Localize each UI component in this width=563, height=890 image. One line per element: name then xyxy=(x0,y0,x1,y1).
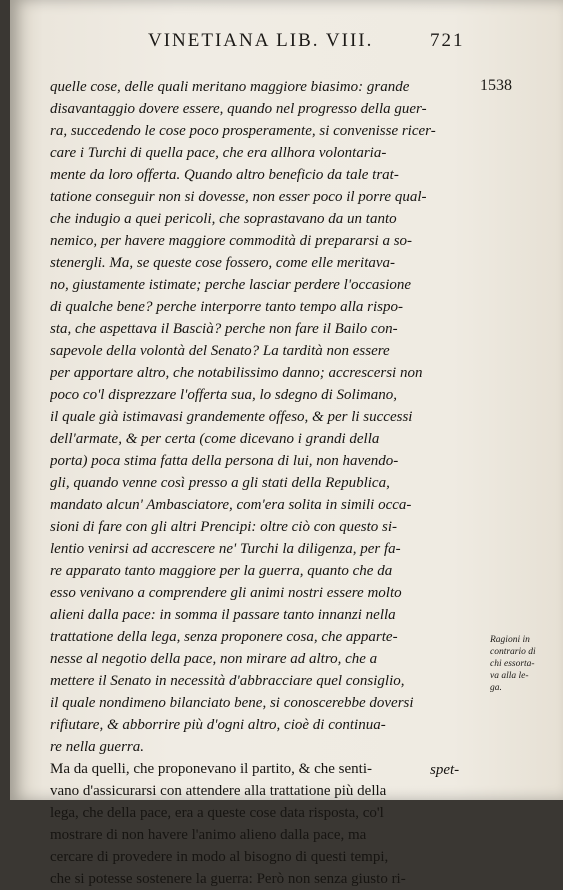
text-line: dell'armate, & per certa (come dicevano i grandi della xyxy=(50,431,380,447)
text-line: poco co'l disprezzare l'offerta sua, lo sdegno di Solimano, xyxy=(50,387,397,403)
marginal-note xyxy=(490,634,546,694)
text-line: stenergli. Ma, se queste cose fossero, come elle meritava- xyxy=(50,255,396,271)
text-line: trattatione della lega, senza proponere cosa, che apparte- xyxy=(50,629,398,645)
marginal-note-line: ga. xyxy=(490,683,502,693)
text-line: il quale nondimeno bilanciato bene, si conoscerebbe doversi xyxy=(50,695,414,711)
text-line: mandato alcun' Ambasciatore, com'era solita in simili occa- xyxy=(50,497,412,513)
text-line: disavantaggio dovere essere, quando nel progresso della guer- xyxy=(50,101,427,117)
catchword: spet- xyxy=(430,762,460,778)
italic-paragraph xyxy=(50,76,475,758)
text-line: lentio venirsi ad accrescere ne' Turchi la diligenza, per fa- xyxy=(50,541,401,557)
text-line: per apportare altro, che notabilissimo danno; accrescersi non xyxy=(50,365,423,381)
text-line: lega, che della pace, era a queste cose data risposta, co'l xyxy=(50,805,384,821)
text-line: esso venivano a comprendere gli animi nostri essere molto xyxy=(50,585,402,601)
text-line: vano d'assicurarsi con attendere alla trattatione più della xyxy=(50,783,387,799)
text-line: gli, quando venne così presso a gli stati della Republica, xyxy=(50,475,390,491)
text-line: ra, succedendo le cose poco prosperamente, si convenisse ricer- xyxy=(50,123,436,139)
text-line: no, giustamente istimate; perche lasciar perdere l'occasione xyxy=(50,277,412,293)
page-number: 721 xyxy=(430,30,465,51)
marginal-note-line: va alla le- xyxy=(490,671,529,681)
text-line: cercare di provedere in modo al bisogno di questi tempi, xyxy=(50,849,389,865)
roman-paragraph xyxy=(50,758,475,890)
text-line: che indugio a quei pericoli, che soprastavano da un tanto xyxy=(50,211,397,227)
text-line: tatione conseguir non si dovesse, non esser poco il porre qual- xyxy=(50,189,427,205)
text-line: il quale già istimavasi grandemente offeso, & per li successi xyxy=(50,409,413,425)
text-block xyxy=(50,76,475,890)
marginal-note-line: contrario di xyxy=(490,647,536,657)
text-line: rifiutare, & abborrire più d'ogni altro, cioè di continua- xyxy=(50,717,386,733)
text-line: nemico, per havere maggiore commodità di prepararsi a so- xyxy=(50,233,413,249)
text-line: re apparato tanto maggiore per la guerra, quanto che da xyxy=(50,563,393,579)
text-line: porta) poca stima fatta della persona di lui, non havendo- xyxy=(50,453,399,469)
text-line: quelle cose, delle quali meritano maggiore biasimo: grande xyxy=(50,79,410,95)
text-line: sapevole della volontà del Senato? La tardità non essere xyxy=(50,343,390,359)
text-line: nesse al negotio della pace, non mirare ad altro, che a xyxy=(50,651,378,667)
text-line: sta, che aspettava il Bascià? perche non fare il Bailo con- xyxy=(50,321,398,337)
text-line: mostrare di non havere l'animo alieno dalla pace, ma xyxy=(50,827,367,843)
text-line: sioni di fare con gli altri Prencipi: oltre ciò con questo si- xyxy=(50,519,398,535)
text-line: mente da loro offerta. Quando altro beneficio da tale trat- xyxy=(50,167,399,183)
text-line: re nella guerra. xyxy=(50,739,145,755)
text-line: alieni dalla pace: in somma il passare tanto innanzi nella xyxy=(50,607,396,623)
marginal-note-line: Ragioni in xyxy=(490,635,530,645)
book-page xyxy=(10,0,563,887)
text-line: di qualche bene? perche interporre tanto tempo alla rispo- xyxy=(50,299,403,315)
margin-year: 1538 xyxy=(480,77,512,94)
marginal-note-line: chi essorta- xyxy=(490,659,535,669)
text-line: care i Turchi di quella pace, che era allhora volontaria- xyxy=(50,145,387,161)
running-title: VINETIANA LIB. VIII. xyxy=(148,30,374,51)
text-line: Ma da quelli, che proponevano il partito, & che senti- xyxy=(50,761,372,777)
text-line: che si potesse sostenere la guerra: Però non senza giusto ri- xyxy=(50,871,406,887)
text-line: mettere il Senato in necessità d'abbracciare quel consiglio, xyxy=(50,673,405,689)
